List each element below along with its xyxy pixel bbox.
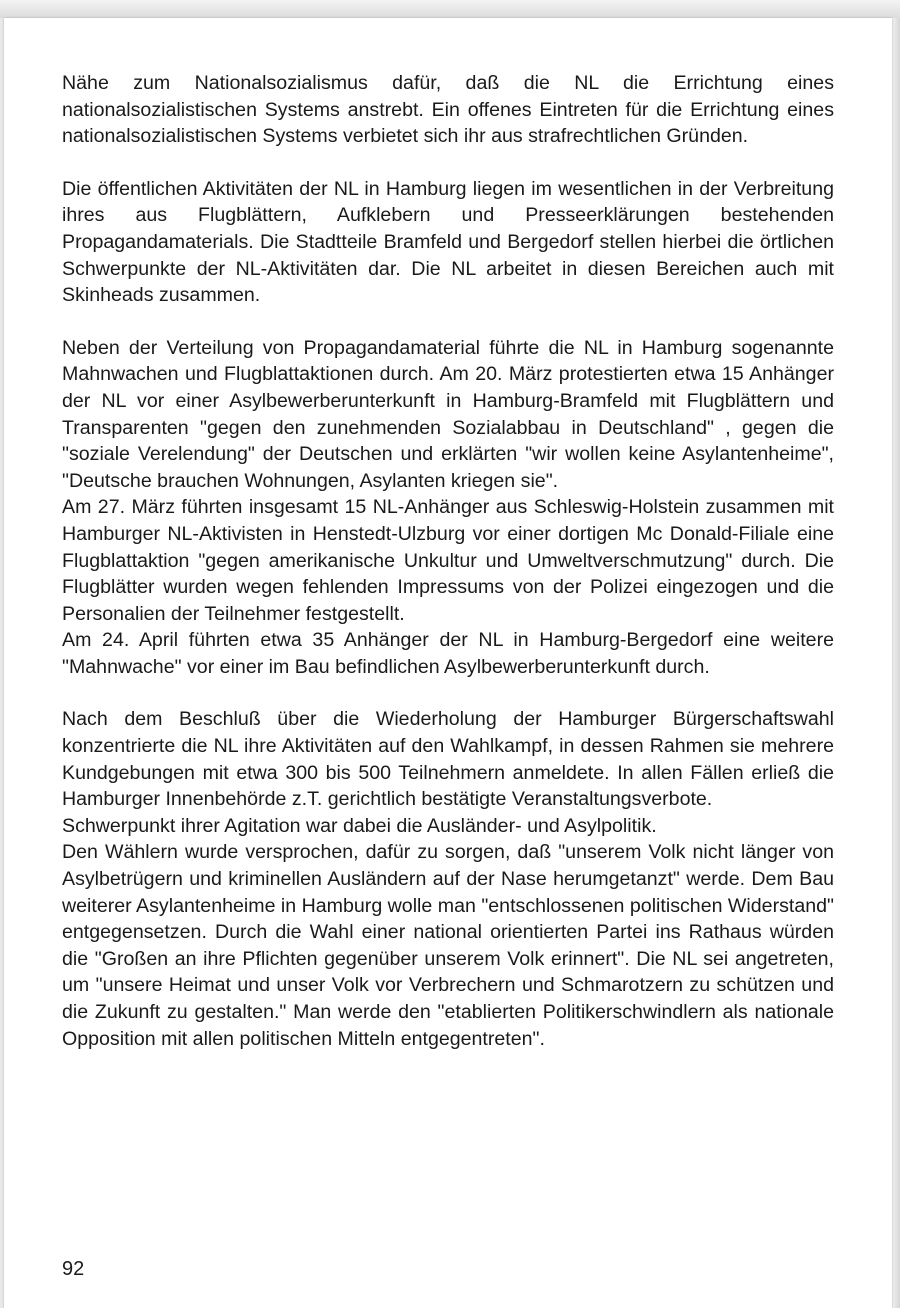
page-number: 92 — [62, 1258, 85, 1280]
scan-edge-top — [0, 0, 900, 18]
paragraph-4: Am 27. März führten insgesamt 15 NL-Anhänger aus Schleswig-Holstein zusammen mit Hamburger NL-Aktivisten in Henstedt-Ulzburg vor einer dortigen Mc Donald-Filiale eine Flugblattaktion "gegen amerikanische Unkultur und Umweltverschmutzung" durch. Die Flugblätter wurden wegen fehlenden Impressums von der Polizei eingezogen und die Personalien der Teilnehmer festgestellt. — [62, 496, 834, 625]
paragraph-1: Nähe zum Nationalsozialismus dafür, daß die NL die Errichtung eines nationalsozialistischen Systems anstrebt. Ein offenes Eintreten für die Errichtung eines nationalsozialistischen Systems verbietet sich ihr aus strafrechtlichen Gründen. — [62, 72, 834, 148]
paragraph-7: Schwerpunkt ihrer Agitation war dabei die Ausländer- und Asylpolitik. — [62, 814, 657, 837]
paragraph-3: Neben der Verteilung von Propagandamaterial führte die NL in Hamburg sogenannte Mahnwachen und Flugblattaktionen durch. Am 20. März protestierten etwa 15 Anhänger der NL vor einer Asylbewerberunterkunft in Hamburg-Bramfeld mit Flugblättern und Transparenten "gegen den zunehmenden Sozialabbau in Deutschland" , gegen die "soziale Verelendung" der Deutschen und erklärten "wir wollen keine Asylantenheime", "Deutsche brauchen Wohnungen, Asylanten kriegen sie". — [62, 336, 834, 492]
scan-edge-right — [892, 18, 900, 1308]
paragraph-6: Nach dem Beschluß über die Wiederholung der Hamburger Bürgerschaftswahl konzentrierte die NL ihre Aktivitäten auf den Wahlkampf, in dessen Rahmen sie mehrere Kundgebungen mit etwa 300 bis 500 Teilnehmern anmeldete. In allen Fällen erließ die Hamburger Innenbehörde z.T. gerichtlich bestätigte Veranstaltungsverbote. — [62, 708, 834, 811]
paragraph-2: Die öffentlichen Aktivitäten der NL in Hamburg liegen im wesentlichen in der Verbreitung ihres aus Flugblättern, Aufklebern und Presseerklärungen bestehenden Propagandamaterials. Die Stadtteile Bramfeld und Bergedorf stellen hierbei die örtlichen Schwerpunkte der NL-Aktivitäten dar. Die NL arbeitet in diesen Bereichen auch mit Skinheads zusammen. — [62, 177, 834, 307]
paragraph-8: Den Wählern wurde versprochen, dafür zu sorgen, daß "unserem Volk nicht länger von Asylbetrügern und kriminellen Ausländern auf der Nase herumgetanzt" werde. Dem Bau weiterer Asylantenheime in Hamburg wolle man "entschlossenen politischen Widerstand" entgegensetzen. Durch die Wahl einer national orientierten Partei ins Rathaus würden die "Großen an ihre Pflichten gegenüber unserem Volk erinnert". Die NL sei angetreten, um "unsere Heimat und unser Volk vor Verbrechern und Schmarotzern zu schützen und die Zukunft zu gestalten." Man werde den "etablierten Politikerschwindlern als nationale Opposition mit allen politischen Mitteln entgegentreten". — [62, 841, 834, 1050]
document-body — [62, 70, 834, 1052]
paragraph-5: Am 24. April führten etwa 35 Anhänger der NL in Hamburg-Bergedorf eine weitere "Mahnwache" vor einer im Bau befindlichen Asylbewerberunterkunft durch. — [62, 629, 834, 678]
